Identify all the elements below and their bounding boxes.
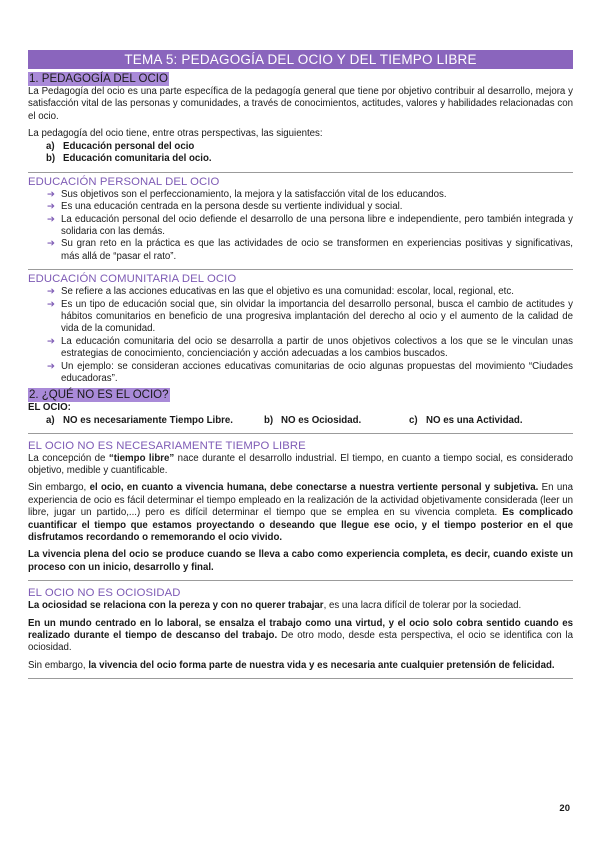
list-item: ➔ Sus objetivos son el perfeccionamiento, la mejora y la satisfacción vital de los educandos. bbox=[47, 188, 447, 200]
personal-bullets bbox=[47, 189, 573, 263]
section2-lead: EL OCIO: bbox=[28, 401, 71, 413]
list-item: b) Educación comunitaria del ocio. bbox=[46, 153, 212, 165]
list-item: ➔ Su gran reto en la práctica es que las actividades de ocio se transformen en experiencias positivas y significativas, más allá de “pasar el rato”. bbox=[47, 238, 573, 262]
personal-heading: EDUCACIÓN PERSONAL DEL OCIO bbox=[28, 175, 220, 188]
list-item: ➔ Se refiere a las acciones educativas en las que el objetivo es una comunidad: escolar, local, regional, etc. bbox=[47, 286, 514, 298]
list-item: b) NO es Ociosidad. bbox=[264, 414, 362, 426]
divider bbox=[28, 269, 573, 270]
section1-intro: La Pedagogía del ocio es una parte específica de la pedagogía general que tiene por objetivo contribuir al desarrollo, mejora y satisfacción vital de las personas y comunidades, a través de conocimientos, actitudes, valores y habilidades relacionadas con el ocio. bbox=[28, 86, 573, 122]
arrow-icon: ➔ bbox=[47, 238, 55, 250]
arrow-icon: ➔ bbox=[47, 201, 55, 213]
tiempo-libre-p2: Sin embargo, el ocio, en cuanto a vivencia humana, debe conectarse a nuestra vertiente personal y subjetiva. En una experiencia de ocio es fácil determinar el tiempo empleado en la realización de la actividad objetivamente considerada (leer un libre, jugar un partido,...) pero es difícil determinar el tiempo que se emplea en su vivencia completa. Es complicado cuantificar el tiempo que estamos proyectando o deseando que llegue ese ocio, y el tiempo posterior en el que disfrutamos recordando o rememorando el ocio vivido. bbox=[28, 482, 574, 543]
section1-heading: 1. PEDAGOGÍA DEL OCIO bbox=[29, 73, 168, 85]
section2-heading: 2. ¿QUÉ NO ES EL OCIO? bbox=[29, 388, 169, 401]
page-title: TEMA 5: PEDAGOGÍA DEL OCIO Y DEL TIEMPO LIBRE bbox=[28, 50, 573, 69]
comunitaria-heading: EDUCACIÓN COMUNITARIA DEL OCIO bbox=[28, 273, 237, 286]
comunitaria-bullets bbox=[47, 286, 573, 385]
ociosidad-heading: EL OCIO NO ES OCIOSIDAD bbox=[28, 587, 181, 600]
divider bbox=[28, 580, 573, 581]
list-item: ➔ La educación personal del ocio defiende el desarrollo de una persona libre e independiente, pero también integrada y solidaria con las demás. bbox=[47, 213, 573, 238]
no-es-list bbox=[46, 414, 573, 427]
divider bbox=[28, 678, 573, 679]
ociosidad-p2: En un mundo centrado en lo laboral, se ensalza el trabajo como una virtud, y el ocio solo cobra sentido cuando es realizado durante el tiempo de descanso del trabajo. De otro modo, desde esta perspectiva, el ocio se identifica con la ociosidad. bbox=[28, 617, 573, 654]
list-item: c) NO es una Actividad. bbox=[409, 414, 523, 426]
arrow-icon: ➔ bbox=[47, 360, 55, 372]
arrow-icon: ➔ bbox=[47, 335, 55, 347]
list-item: a) NO es necesariamente Tiempo Libre. bbox=[46, 414, 233, 426]
perspectives-list bbox=[46, 141, 573, 166]
divider bbox=[28, 172, 573, 173]
tiempo-libre-p3: La vivencia plena del ocio se produce cuando se lleva a cabo como experiencia completa, es decir, cuando existe un proceso con un inicio, desarrollo y final. bbox=[28, 549, 573, 573]
page-number: 20 bbox=[559, 803, 570, 814]
arrow-icon: ➔ bbox=[47, 286, 55, 298]
list-item: ➔ La educación comunitaria del ocio se desarrolla a partir de unos objetivos colectivos a los que se le vinculan unas estrategias de conocimiento, concienciación y acción adecuadas a los cambios buscados. bbox=[47, 335, 573, 360]
tiempo-libre-p1: La concepción de “tiempo libre” nace durante el desarrollo industrial. El tiempo, en cuanto a tiempo social, es considerado objetivo, medible y cuantificable. bbox=[28, 452, 573, 476]
list-item: ➔ Es una educación centrada en la persona desde su vertiente individual y social. bbox=[47, 201, 403, 213]
ociosidad-p1: La ociosidad se relaciona con la pereza y con no querer trabajar, es una lacra difícil de tolerar por la sociedad. bbox=[28, 600, 522, 612]
list-item: ➔ Un ejemplo: se consideran acciones educativas comunitarias de ocio algunas propuestas del movimiento “Ciudades educadoras”. bbox=[47, 360, 573, 385]
section1-perspectives-intro: La pedagogía del ocio tiene, entre otras perspectivas, las siguientes: bbox=[28, 128, 323, 140]
arrow-icon: ➔ bbox=[47, 188, 55, 200]
tiempo-libre-heading: EL OCIO NO ES NECESARIAMENTE TIEMPO LIBRE bbox=[28, 439, 306, 452]
divider bbox=[28, 433, 573, 434]
document-page bbox=[28, 50, 573, 679]
list-item: a) Educación personal del ocio bbox=[46, 140, 195, 152]
arrow-icon: ➔ bbox=[47, 213, 55, 225]
ociosidad-p3: Sin embargo, la vivencia del ocio forma parte de nuestra vida y es necesaria ante cualquier pretensión de felicidad. bbox=[28, 659, 555, 671]
list-item: ➔ Es un tipo de educación social que, sin olvidar la importancia del desarrollo personal, busca el cambio de actitudes y hábitos comunitarios en beneficio de una progresiva implantación del derecho al ocio y el aumento de la calidad de vida de la comunidad. bbox=[47, 298, 573, 335]
arrow-icon: ➔ bbox=[47, 298, 55, 310]
